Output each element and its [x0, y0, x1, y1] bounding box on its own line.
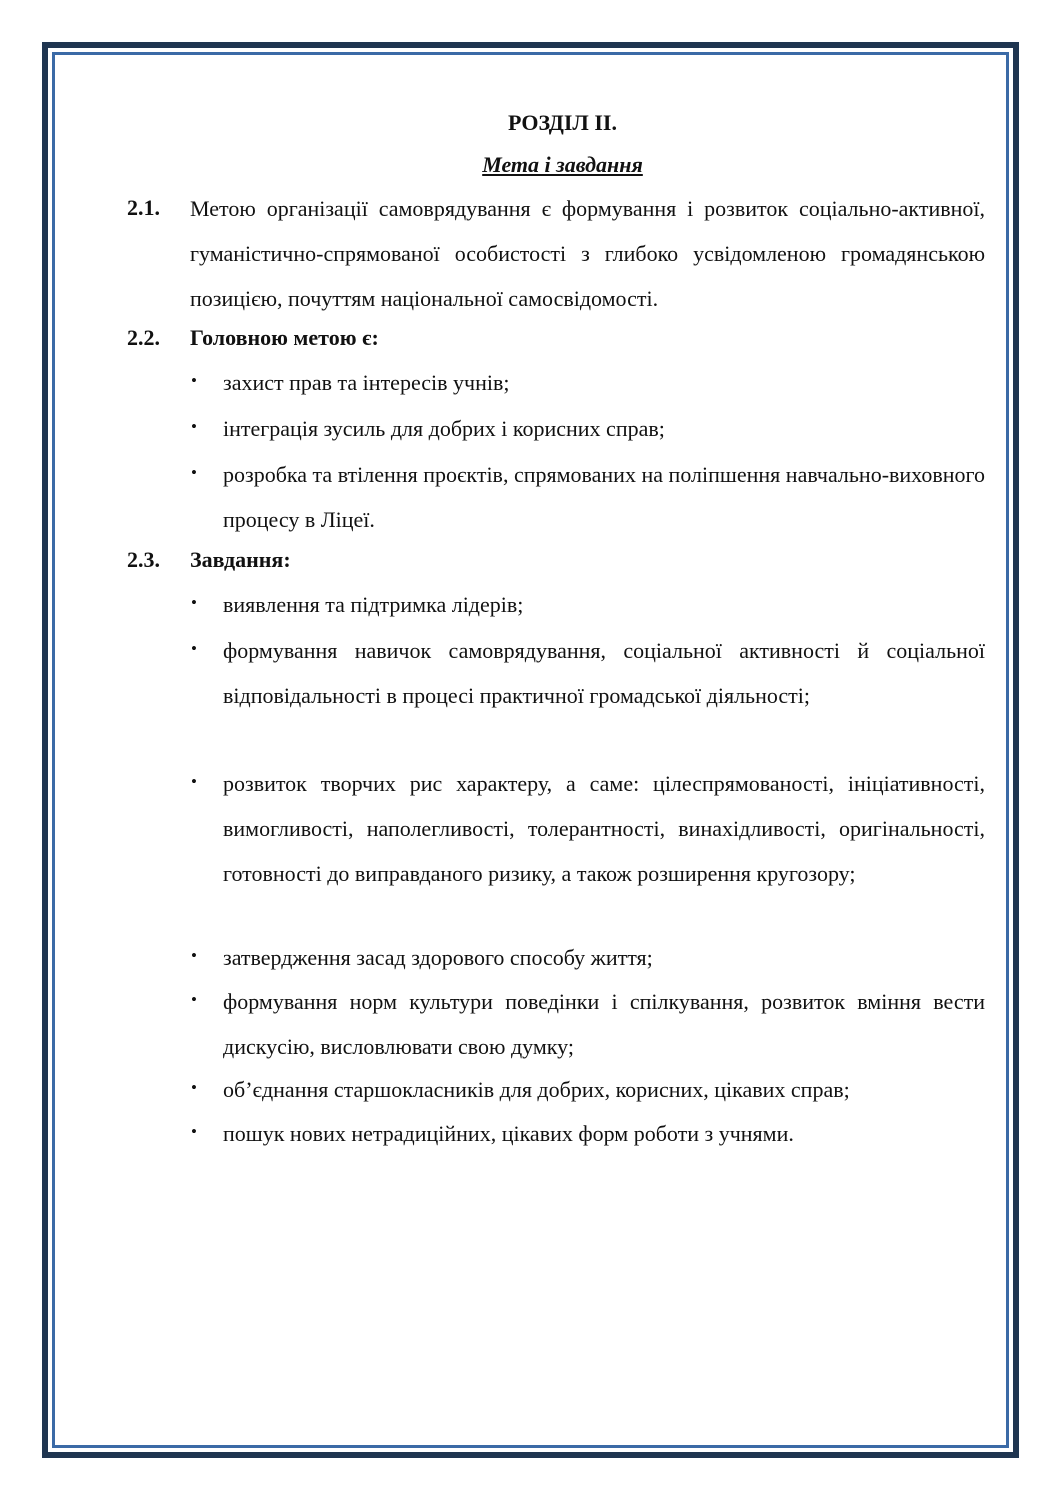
list-item: захист прав та інтересів учнів; [223, 370, 510, 395]
bullet-icon: • [191, 946, 197, 965]
bullet-icon: • [191, 593, 197, 612]
section-subtitle: Мета і завдання [482, 152, 643, 177]
list-item: формування норм культури поведінки і спілкування, розвиток вміння вести дискусію, висловлювати свою думку; [223, 989, 985, 1059]
bullet-icon: • [191, 772, 197, 791]
bullet-icon: • [191, 463, 197, 482]
list-item: інтеграція зусиль для добрих і корисних справ; [223, 416, 665, 441]
bullet-icon: • [191, 639, 197, 658]
list-item: об’єднання старшокласників для добрих, корисних, цікавих справ; [223, 1077, 850, 1102]
list-item: затвердження засад здорового способу життя; [223, 945, 653, 970]
clause-text-2-1: Метою організації самоврядування є формування і розвиток соціально-активної, гуманістично-спрямованої особистості з глибоко усвідомленою громадянською позицією, почуттям національної самосвідомості. [190, 196, 985, 311]
bullet-icon: • [191, 1122, 197, 1141]
list-item: пошук нових нетрадиційних, цікавих форм роботи з учнями. [223, 1121, 794, 1146]
bullet-icon: • [191, 417, 197, 436]
bullet-icon: • [191, 371, 197, 390]
bullet-icon: • [191, 990, 197, 1009]
clause-number-2-3: 2.3. [127, 547, 160, 572]
list-item: розвиток творчих рис характеру, а саме: цілеспрямованості, ініціативності, вимогливості, наполегливості, толерантності, винахідливості, оригінальності, готовності до виправданого ризику, а також розширення кругозору; [223, 771, 985, 886]
list-item: виявлення та підтримка лідерів; [223, 592, 524, 617]
bullet-icon: • [191, 1078, 197, 1097]
list-item: розробка та втілення проєктів, спрямованих на поліпшення навчально-виховного процесу в Ліцеї. [223, 462, 985, 532]
section-title: РОЗДІЛ ІІ. [508, 110, 617, 135]
clause-number-2-1: 2.1. [127, 195, 160, 220]
clause-label-2-2: Головною метою є: [190, 325, 379, 350]
clause-label-2-3: Завдання: [190, 547, 291, 572]
clause-number-2-2: 2.2. [127, 325, 160, 350]
list-item: формування навичок самоврядування, соціальної активності й соціальної відповідальності в процесі практичної громадської діяльності; [223, 638, 985, 708]
